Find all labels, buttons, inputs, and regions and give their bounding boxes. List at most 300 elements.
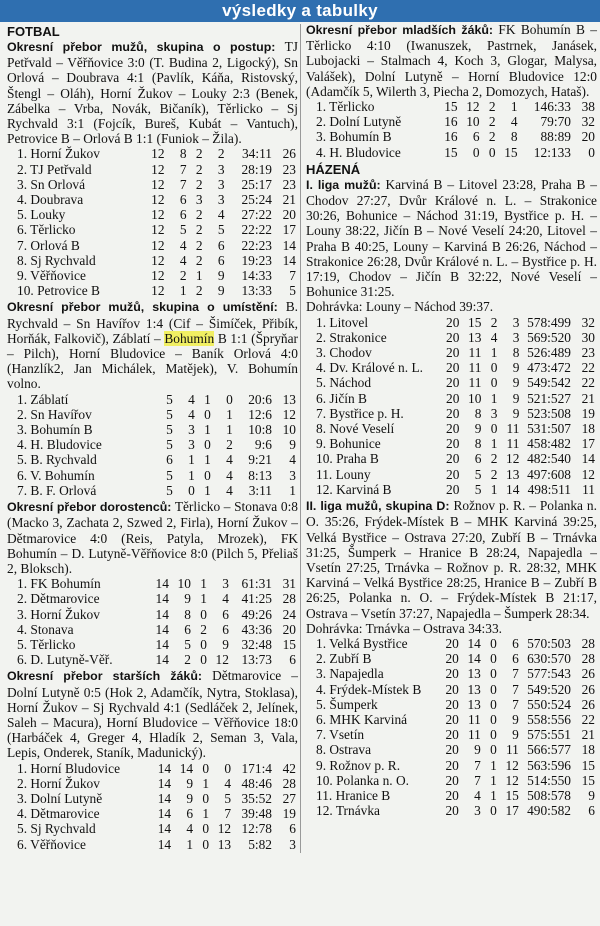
table-row — [306, 482, 597, 497]
team-name-cell: 9. Věřňovice — [17, 268, 86, 284]
stat-cell: 15 — [282, 636, 296, 652]
stat-cell: 0 — [202, 790, 210, 806]
stat-cell: 2 — [195, 283, 203, 299]
stat-cell: 1 — [204, 422, 211, 438]
stat-cell: 4 — [179, 252, 187, 268]
stat-cell: 9 — [512, 711, 519, 727]
table-row — [7, 238, 298, 253]
stat-cell: 39:48 — [241, 806, 272, 822]
stat-cell: 0 — [204, 406, 211, 422]
stat-cell: 6 — [512, 635, 519, 651]
standings-table — [7, 576, 298, 667]
competition-title: II. liga mužů, skupina D: — [306, 499, 450, 514]
stat-cell: 14 — [581, 451, 595, 467]
team-name-cell: 1. Horní Bludovice — [17, 760, 121, 776]
stat-cell: 26 — [581, 696, 595, 712]
standings-table — [7, 146, 298, 298]
stat-cell: 6 — [472, 129, 480, 145]
stat-cell: 2 — [179, 268, 187, 284]
stat-cell: 12:133 — [533, 144, 571, 160]
stat-cell: 12 — [151, 192, 165, 208]
team-name-cell: 2. Sn Havířov — [17, 406, 92, 422]
stat-cell: 0 — [200, 652, 207, 668]
stat-cell: 0 — [490, 727, 497, 743]
stat-cell: 0 — [490, 360, 498, 376]
team-name-cell: 2. Horní Žukov — [17, 775, 100, 791]
stat-cell: 20 — [445, 711, 459, 727]
stat-cell: 14 — [155, 606, 169, 622]
competition-title: Okresní přebor mladších žáků: — [306, 23, 494, 37]
stat-cell: 458:482 — [527, 436, 571, 452]
stat-cell: 6 — [474, 451, 482, 467]
table-row — [306, 467, 597, 482]
stat-cell: 0 — [202, 821, 210, 837]
stat-cell: 15 — [504, 144, 518, 160]
stat-cell: 6 — [179, 192, 187, 208]
stat-cell: 2 — [195, 207, 203, 223]
stat-cell: 11 — [505, 742, 519, 758]
stat-cell: 5 — [289, 283, 296, 299]
stat-cell: 23 — [581, 345, 595, 361]
stat-cell: 21 — [581, 390, 595, 406]
table-row — [306, 773, 597, 788]
stat-cell: 7 — [224, 806, 232, 822]
table-row — [306, 330, 597, 345]
results-paragraph — [7, 299, 298, 391]
stat-cell: 490:582 — [527, 803, 571, 819]
team-name-cell: 10. Polanka n. O. — [316, 772, 409, 788]
stat-cell: 0 — [226, 391, 233, 407]
stat-cell: 27 — [282, 790, 296, 806]
results-paragraph — [7, 499, 298, 576]
stat-cell: 3:11 — [248, 482, 272, 498]
postponed-match-text: Dohrávka: Trnávka – Ostrava 34:33. — [306, 620, 502, 636]
team-name-cell: 10. Praha B — [316, 451, 379, 467]
table-row — [7, 622, 298, 637]
team-name-cell: 5. Šumperk — [316, 696, 378, 712]
stat-cell: 14 — [155, 591, 169, 607]
team-name-cell: 1. FK Bohumín — [17, 576, 101, 592]
stat-cell: 1 — [200, 576, 207, 592]
team-name-cell: 6. V. Bohumín — [17, 467, 95, 483]
table-row — [306, 758, 597, 773]
stat-cell: 9 — [186, 790, 194, 806]
stat-cell: 1 — [490, 390, 498, 406]
stat-cell: 20 — [445, 727, 459, 743]
stat-cell: 13 — [467, 666, 481, 682]
table-row — [7, 591, 298, 606]
team-name-cell: 6. Věřňovice — [17, 836, 86, 852]
stat-cell: 9 — [186, 775, 194, 791]
stat-cell: 1 — [226, 406, 233, 422]
stat-cell: 14:33 — [241, 268, 272, 284]
results-text: Karviná B – Litovel 23:28, Praha B – Chodov 27:27, Dvůr Králové n. L. – Strakonice 30:26, Bohunice – Náchod 31:19, Bystřice p. H. – Louny 38:22, Jičín B – Nové Veselí 24:20, Litovel – Praha B 40:25, Louny – Karviná B 26:26, Náchod – Strakonice 26:28, Dvůr Králové n. L. – Bystřice p. H. 17:19, Chodov – Jičín B 32:22, Nové Veselí – Bohunice 31:25. — [306, 176, 597, 300]
stat-cell: 13 — [467, 681, 481, 697]
stat-cell: 8:13 — [248, 467, 272, 483]
table-row — [7, 607, 298, 622]
stat-cell: 9:21 — [248, 452, 272, 468]
stat-cell: 2 — [488, 114, 496, 130]
table-row — [7, 776, 298, 791]
stat-cell: 9:6 — [254, 437, 272, 453]
stat-cell: 61:31 — [241, 576, 272, 592]
team-name-cell: 3. Sn Orlová — [17, 176, 86, 192]
stat-cell: 4 — [224, 775, 232, 791]
team-name-cell: 7. B. F. Orlová — [17, 482, 97, 498]
team-name-cell: 4. Doubrava — [17, 192, 84, 208]
team-name-cell: 5. Náchod — [316, 375, 372, 391]
team-name-cell: 2. Dětmarovice — [17, 591, 100, 607]
competition-title: Okresní přebor starších žáků: — [7, 669, 203, 684]
team-name-cell: 6. D. Lutyně-Věř. — [17, 652, 113, 668]
table-row — [306, 129, 597, 144]
stat-cell: 2 — [195, 146, 203, 162]
stat-cell: 16 — [444, 129, 458, 145]
team-name-cell: 2. Zubří B — [316, 651, 372, 667]
stat-cell: 3 — [195, 192, 203, 208]
stat-cell: 523:508 — [527, 405, 571, 421]
team-name-cell: 4. H. Bludovice — [316, 144, 401, 160]
stat-cell: 6 — [166, 452, 173, 468]
stat-cell: 14 — [155, 576, 169, 592]
stat-cell: 10 — [177, 576, 191, 592]
competition-title: Okresní přebor mužů, skupina o postup: — [7, 40, 276, 54]
table-row — [306, 666, 597, 681]
stat-cell: 1 — [490, 772, 497, 788]
stat-cell: 79:70 — [540, 114, 571, 130]
team-name-cell: 8. Sj Rychvald — [17, 252, 96, 268]
team-name-cell: 5. Louky — [17, 207, 66, 223]
stat-cell: 9 — [512, 390, 520, 406]
table-row — [7, 837, 298, 852]
table-row — [7, 177, 298, 192]
stat-cell: 15 — [581, 772, 595, 788]
stat-cell: 498:511 — [527, 481, 571, 497]
stat-cell: 578:499 — [527, 314, 571, 330]
stat-cell: 14 — [467, 651, 481, 667]
stat-cell: 2 — [226, 437, 233, 453]
team-name-cell: 9. Rožnov p. R. — [316, 757, 401, 773]
stat-cell: 4 — [188, 406, 195, 422]
stat-cell: 7 — [474, 757, 481, 773]
stat-cell: 2 — [490, 451, 498, 467]
stat-cell: 32 — [581, 114, 595, 130]
stat-cell: 20 — [445, 681, 459, 697]
stat-cell: 11 — [506, 421, 520, 437]
team-name-cell: 4. Stonava — [17, 621, 74, 637]
results-text: TJ Petřvald – Věřňovice 3:0 (T. Budina 2, Ligocký), Sn Orlová – Doubrava 4:1 (Pavlík, Káňa, Ristovský, Štengl – Oláh), Horní Žukov – Louky 2:3 (Benek, Zábelka – Vrba, Novák, Bičaník), Těrlicko – Sj Rychvald 3:1 (Fojcík, Bureš, Kubát – Vantuch), Petrovice B – Orlová B 1:1 (Funiok – Žila). — [7, 39, 298, 147]
stat-cell: 11 — [467, 711, 481, 727]
stat-cell: 6 — [289, 821, 296, 837]
stat-cell: 5 — [217, 222, 225, 238]
stat-cell: 630:570 — [527, 651, 571, 667]
stat-cell: 9 — [184, 591, 191, 607]
stat-cell: 22 — [581, 711, 595, 727]
stat-cell: 0 — [488, 144, 496, 160]
stat-cell: 5 — [166, 437, 173, 453]
stat-cell: 31 — [282, 576, 296, 592]
table-row — [306, 114, 597, 129]
stat-cell: 0 — [490, 681, 497, 697]
table-row — [7, 576, 298, 591]
stat-cell: 35:52 — [241, 790, 272, 806]
stat-cell: 0 — [188, 482, 195, 498]
competition-title: Okresní přebor dorostenců: — [7, 500, 172, 515]
team-name-cell: 12. Karviná B — [316, 481, 392, 497]
stat-cell: 3 — [217, 176, 225, 192]
table-row — [306, 315, 597, 330]
results-text: B. Rychvald – Sn Havířov 1:4 (Cif – Šimíček, Přibík, Horňák, Falkovič), Záblatí – — [7, 299, 298, 346]
team-name-cell: 3. Horní Žukov — [17, 606, 100, 622]
stat-cell: 4 — [289, 452, 296, 468]
stat-cell: 4 — [474, 787, 481, 803]
stat-cell: 4 — [188, 391, 195, 407]
results-paragraph — [306, 22, 597, 99]
team-name-cell: 10. Petrovice B — [17, 283, 100, 299]
stat-cell: 14 — [155, 636, 169, 652]
stat-cell: 9 — [512, 727, 519, 743]
stat-cell: 5 — [166, 391, 173, 407]
stat-cell: 6 — [217, 252, 225, 268]
stat-cell: 20 — [282, 207, 296, 223]
stat-cell: 0 — [490, 803, 497, 819]
stat-cell: 88:89 — [540, 129, 571, 145]
team-name-cell: 8. Ostrava — [316, 742, 372, 758]
stat-cell: 20 — [446, 314, 460, 330]
stat-cell: 5 — [474, 481, 482, 497]
stat-cell: 0 — [200, 636, 207, 652]
stat-cell: 4 — [226, 467, 233, 483]
stat-cell: 4 — [490, 329, 498, 345]
stat-cell: 12 — [151, 252, 165, 268]
stat-cell: 4 — [179, 237, 187, 253]
stat-cell: 0 — [490, 375, 498, 391]
stat-cell: 20 — [446, 329, 460, 345]
stat-cell: 3 — [512, 329, 520, 345]
stat-cell: 18 — [581, 421, 595, 437]
stat-cell: 1 — [188, 467, 195, 483]
team-name-cell: 4. Dětmarovice — [17, 806, 100, 822]
stat-cell: 0 — [490, 742, 497, 758]
standings-table — [7, 392, 298, 498]
stat-cell: 28:19 — [241, 161, 272, 177]
team-name-cell: 4. Dv. Králové n. L. — [316, 360, 423, 376]
table-row — [306, 727, 597, 742]
stat-cell: 14 — [157, 806, 172, 822]
team-name-cell: 3. Dolní Lutyně — [17, 790, 103, 806]
table-row — [7, 821, 298, 836]
stat-cell: 4 — [222, 591, 229, 607]
stat-cell: 12 — [505, 772, 519, 788]
table-row — [7, 483, 298, 498]
stat-cell: 25:17 — [241, 176, 272, 192]
table-row — [7, 791, 298, 806]
stat-cell: 531:507 — [527, 421, 571, 437]
stat-cell: 5 — [166, 467, 173, 483]
stat-cell: 20 — [446, 421, 460, 437]
stat-cell: 577:543 — [527, 666, 571, 682]
table-row — [7, 162, 298, 177]
team-name-cell: 7. Bystřice p. H. — [316, 405, 404, 421]
stat-cell: 570:503 — [527, 635, 571, 651]
table-row — [7, 761, 298, 776]
stat-cell: 28 — [282, 591, 296, 607]
stat-cell: 3 — [289, 836, 296, 852]
team-name-cell: 1. Záblatí — [17, 391, 69, 407]
team-name-cell: 5. Sj Rychvald — [17, 821, 96, 837]
table-row — [306, 345, 597, 360]
stat-cell: 6 — [217, 237, 225, 253]
team-name-cell: 6. MHK Karviná — [316, 711, 408, 727]
section-heading-fotbal: FOTBAL — [7, 24, 60, 39]
stat-cell: 5 — [184, 636, 191, 652]
stat-cell: 20 — [446, 360, 460, 376]
stat-cell: 11 — [467, 727, 481, 743]
table-row — [7, 222, 298, 237]
competition-title: Okresní přebor mužů, skupina o umístění: — [7, 300, 278, 315]
stat-cell: 10 — [466, 114, 480, 130]
stat-cell: 3 — [490, 405, 498, 421]
stat-cell: 7 — [289, 268, 296, 284]
stat-cell: 17 — [581, 436, 595, 452]
stat-cell: 12 — [215, 652, 229, 668]
stat-cell: 12 — [151, 237, 165, 253]
table-row — [306, 803, 597, 818]
stat-cell: 30 — [581, 329, 595, 345]
team-name-cell: 4. H. Bludovice — [17, 437, 102, 453]
stat-cell: 473:472 — [527, 360, 571, 376]
stat-cell: 14 — [157, 775, 172, 791]
team-name-cell: 7. Vsetín — [316, 727, 365, 743]
stat-cell: 9 — [512, 360, 520, 376]
stat-cell: 14 — [157, 821, 172, 837]
team-name-cell: 2. Dolní Lutyně — [316, 114, 402, 130]
stat-cell: 26 — [581, 681, 595, 697]
standings-table — [306, 636, 597, 818]
stat-cell: 575:551 — [527, 727, 571, 743]
stat-cell: 3 — [217, 192, 225, 208]
table-row — [7, 806, 298, 821]
stat-cell: 34:11 — [241, 146, 272, 162]
team-name-cell: 3. Bohumín B — [17, 422, 93, 438]
stat-cell: 12 — [506, 451, 520, 467]
team-name-cell: 1. Horní Žukov — [17, 146, 100, 162]
table-row — [306, 697, 597, 712]
stat-cell: 20 — [446, 451, 460, 467]
stat-cell: 526:489 — [527, 345, 571, 361]
stat-cell: 20 — [446, 390, 460, 406]
stat-cell: 508:578 — [527, 787, 571, 803]
table-row — [306, 391, 597, 406]
team-name-cell: 7. Orlová B — [17, 237, 80, 253]
table-row — [7, 192, 298, 207]
stat-cell: 1 — [204, 482, 211, 498]
stat-cell: 12 — [151, 146, 165, 162]
stat-cell: 8 — [474, 405, 482, 421]
stat-cell: 10 — [468, 390, 482, 406]
table-row — [306, 712, 597, 727]
section-heading-hazena: HÁZENÁ — [306, 161, 361, 177]
stat-cell: 20 — [446, 436, 460, 452]
stat-cell: 0 — [588, 144, 595, 160]
stat-cell: 2 — [195, 222, 203, 238]
stat-cell: 7 — [512, 666, 519, 682]
stat-cell: 0 — [490, 635, 497, 651]
stat-cell: 550:524 — [527, 696, 571, 712]
standings-table — [7, 761, 298, 852]
table-row — [306, 421, 597, 436]
stat-cell: 15 — [444, 99, 458, 115]
stat-cell: 14 — [282, 237, 296, 253]
stat-cell: 12:6 — [248, 406, 272, 422]
stat-cell: 48:46 — [241, 775, 272, 791]
stat-cell: 0 — [490, 666, 497, 682]
standings-table — [306, 99, 597, 160]
table-row — [306, 436, 597, 451]
table-row — [7, 652, 298, 667]
team-name-cell: 11. Louny — [316, 466, 371, 482]
stat-cell: 171:4 — [241, 760, 272, 776]
stat-cell: 2 — [195, 252, 203, 268]
stat-cell: 1 — [289, 482, 296, 498]
stat-cell: 22:23 — [241, 237, 272, 253]
stat-cell: 7 — [179, 176, 187, 192]
table-row — [7, 422, 298, 437]
stat-cell: 0 — [224, 760, 232, 776]
stat-cell: 1 — [204, 391, 211, 407]
team-name-cell: 2. TJ Petřvald — [17, 161, 92, 177]
stat-cell: 43:36 — [241, 621, 272, 637]
stat-cell: 0 — [204, 437, 211, 453]
team-name-cell: 1. Těrlicko — [316, 99, 375, 115]
stat-cell: 5 — [474, 466, 482, 482]
stat-cell: 549:542 — [527, 375, 571, 391]
table-row — [306, 682, 597, 697]
stat-cell: 14 — [155, 652, 169, 668]
stat-cell: 32 — [581, 314, 595, 330]
table-row — [7, 253, 298, 268]
stat-cell: 9 — [222, 636, 229, 652]
stat-cell: 20 — [446, 375, 460, 391]
stat-cell: 20 — [445, 757, 459, 773]
stat-cell: 18 — [581, 742, 595, 758]
stat-cell: 14 — [157, 790, 172, 806]
stat-cell: 9 — [474, 421, 482, 437]
stat-cell: 3 — [289, 467, 296, 483]
results-text: Dětmarovice – Dolní Lutyně 0:5 (Hok 2, Adamčík, Nytra, Stoklasa), Horní Žukov – Sj Rychvald 4:1 (Sedláček 2, Jelínek, Saleh – Macura), Horní Bludovice – Věřňovice 18:0 (Harbáček 4, Greger 4, Hladík 2, Seman 3, Vala, Lepis, Onderek, Staník, Madunický). — [7, 668, 298, 761]
stat-cell: 20 — [445, 787, 459, 803]
stat-cell: 26 — [581, 666, 595, 682]
table-row — [306, 99, 597, 114]
stat-cell: 19 — [581, 405, 595, 421]
stat-cell: 28 — [581, 651, 595, 667]
stat-cell: 10 — [282, 422, 296, 438]
stat-cell: 28 — [282, 775, 296, 791]
stat-cell: 558:556 — [527, 711, 571, 727]
stat-cell: 14 — [179, 760, 194, 776]
stat-cell: 2 — [488, 99, 496, 115]
stat-cell: 32:48 — [241, 636, 272, 652]
stat-cell: 1 — [490, 481, 498, 497]
stat-cell: 20 — [445, 696, 459, 712]
stat-cell: 20 — [581, 129, 595, 145]
stat-cell: 20 — [446, 345, 460, 361]
results-paragraph — [7, 668, 298, 760]
stat-cell: 14 — [506, 481, 520, 497]
stat-cell: 17 — [505, 803, 519, 819]
team-name-cell: 3. Chodov — [316, 345, 372, 361]
table-row — [7, 452, 298, 467]
